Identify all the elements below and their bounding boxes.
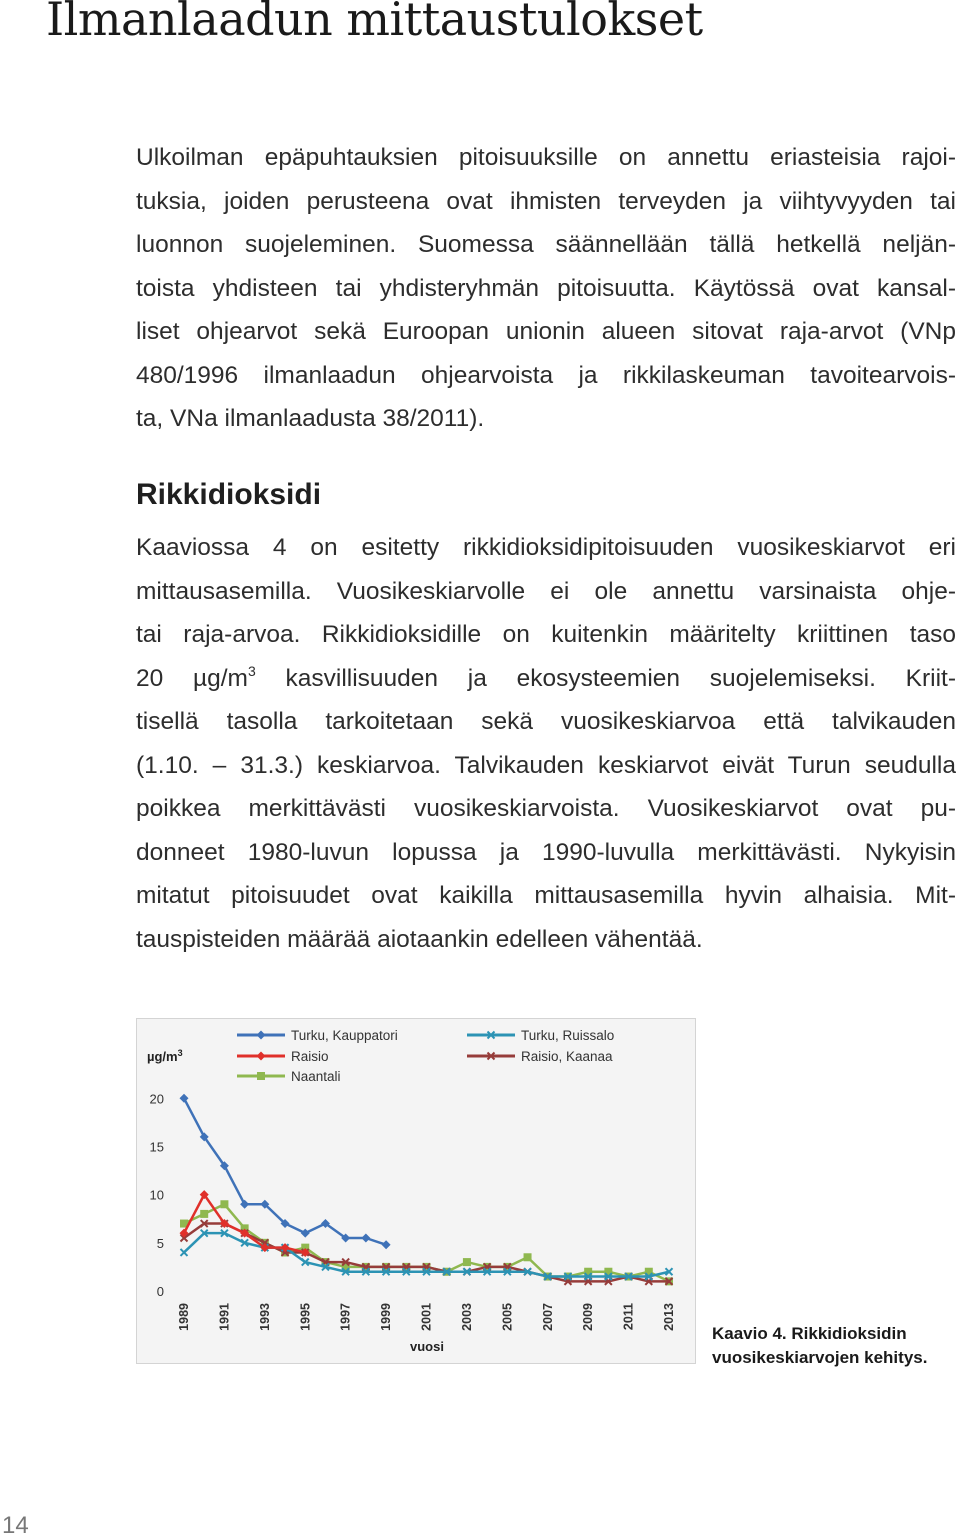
chart-canvas (137, 1019, 697, 1365)
legend-label: Naantali (291, 1069, 341, 1084)
y-tick-label: 5 (156, 1235, 164, 1251)
text-line: ta, VNa ilmanlaadusta 38/2011). (136, 405, 485, 432)
legend-label: Raisio, Kaanaa (521, 1049, 613, 1064)
y-tick-label: 20 (149, 1091, 164, 1107)
text-line: poikkea merkittävästi vuosikeskiarvoista. Vuosikeskiarvot ovat pu- (136, 795, 956, 822)
x-tick-label: 2003 (459, 1303, 474, 1331)
x-tick-label: 2005 (500, 1303, 515, 1331)
x-tick-label: 2001 (419, 1303, 434, 1331)
text-line: tuksia, joiden perusteena ovat ihmisten terveyden ja viihtyvyyden tai (136, 187, 956, 215)
x-axis-label: vuosi (410, 1339, 444, 1354)
legend-label: Raisio (291, 1049, 329, 1064)
data-point (361, 1234, 370, 1243)
caption-line: vuosikeskiarvojen kehitys. (712, 1348, 928, 1367)
text-line: (1.10. – 31.3.) keskiarvoa. Talvikauden keskiarvot eivät Turun seudulla (136, 751, 956, 779)
text-line: toista yhdisteen tai yhdisteryhmän pitoisuutta. Käytössä ovat kansal- (136, 274, 956, 302)
text-line: Kaaviossa 4 on esitetty rikkidioksidipitoisuuden vuosikeskiarvot eri (136, 534, 956, 561)
text-fragment: 20 µg/m (136, 664, 248, 692)
page-number: 14 (2, 1512, 29, 1539)
intro-paragraph (136, 136, 956, 441)
text-line: tisellä tasolla tarkoitetaan sekä vuosikeskiarvoa että talvikauden (136, 708, 956, 735)
text-line: tai raja-arvoa. Rikkidioksidille on kuitenkin määritelty kriittinen taso (136, 621, 956, 648)
x-tick-label: 2011 (621, 1303, 636, 1331)
data-point (524, 1253, 532, 1261)
legend-marker (257, 1072, 265, 1080)
text-fragment: kasvillisuuden ja ekosysteemien suojelemiseksi. Kriit- (255, 664, 956, 692)
section-heading: Rikkidioksidi (136, 478, 322, 511)
text-line: mitatut pitoisuudet ovat kaikilla mittausasemilla hyvin alhaisia. Mit- (136, 882, 956, 909)
data-point (463, 1258, 471, 1266)
text-line: 480/1996 ilmanlaadun ohjearvoista ja rikkilaskeuman tavoitearvois- (136, 361, 956, 389)
text-line-with-unit (136, 657, 956, 701)
x-tick-label: 2009 (581, 1303, 596, 1331)
text-line: liset ohjearvot sekä Euroopan unionin alueen sitovat raja-arvot (VNp (136, 318, 956, 345)
text-line: luonnon suojeleminen. Suomessa säännellään tällä hetkellä neljän- (136, 231, 956, 258)
x-tick-label: 1993 (257, 1303, 272, 1331)
legend-label: Turku, Ruissalo (521, 1028, 615, 1043)
text-line: tauspisteiden määrää aiotaankin edelleen vähentää. (136, 925, 703, 953)
text-line: Ulkoilman epäpuhtauksien pitoisuuksille on annettu eriasteisia rajoi- (136, 144, 956, 171)
legend-marker (257, 1031, 266, 1040)
body-paragraph (136, 526, 956, 961)
x-tick-label: 1989 (177, 1303, 191, 1331)
x-tick-label: 1995 (298, 1303, 313, 1331)
y-tick-label: 10 (149, 1187, 164, 1203)
data-point (181, 1249, 188, 1256)
data-point (180, 1094, 189, 1103)
caption-line: Kaavio 4. Rikkidioksidin (712, 1324, 907, 1343)
text-line: mittausasemilla. Vuosikeskiarvolle ei ole annettu varsinaista ohje- (136, 577, 956, 605)
x-tick-label: 1991 (217, 1303, 232, 1331)
x-tick-label: 1997 (338, 1303, 353, 1331)
legend-marker (257, 1052, 266, 1061)
data-point (220, 1200, 228, 1208)
y-axis-label: $\mu g/m^3$ (147, 1048, 183, 1064)
so2-chart (136, 1018, 696, 1364)
text-line: donneet 1980-luvun lopussa ja 1990-luvulla merkittävästi. Nykyisin (136, 838, 956, 866)
page-title: Ilmanlaadun mittaustulokset (46, 0, 703, 46)
data-point (382, 1240, 391, 1249)
data-point (200, 1210, 208, 1218)
data-point (301, 1229, 310, 1238)
figure-caption (712, 1322, 927, 1370)
x-tick-label: 2013 (662, 1303, 676, 1331)
x-tick-label: 2007 (540, 1303, 555, 1331)
y-tick-label: 0 (156, 1284, 164, 1299)
superscript: 3 (247, 662, 256, 679)
y-tick-label: 15 (149, 1139, 164, 1155)
data-point (240, 1200, 249, 1209)
legend-label: Turku, Kauppatori (291, 1028, 398, 1043)
x-tick-label: 1999 (379, 1303, 394, 1331)
